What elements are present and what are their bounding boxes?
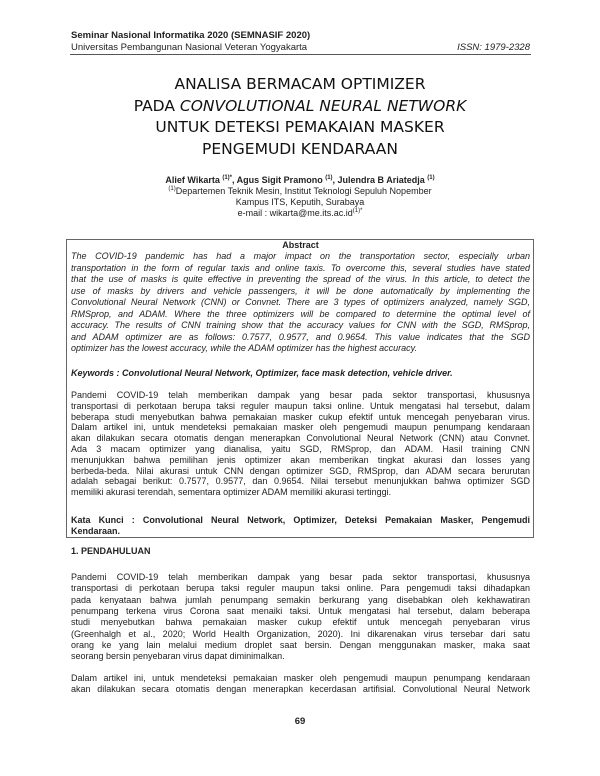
text-line: RMSprop, and ADAM. Where the three optimizers will be compared to determine the optimal level of <box>71 308 530 319</box>
section-heading: 1. PENDAHULUAN <box>71 546 151 556</box>
author-1-sup: (1)* <box>222 175 233 181</box>
text-line: akan dilakukan secara otomatis dengan menerapkan Convolutional Neural Network (CNN) atau Convnet. <box>71 433 530 444</box>
text-line: that the use of masks is quite effective in preventing the spread of the virus. In this article, to detect the <box>71 274 530 284</box>
text-line: adalah sebagai berikut: 0.7577, 0.9577, dan 0.9654. Nilai tersebut menunjukkan bahwa optimizer SGD <box>71 476 530 487</box>
text-line: Dalam artikel ini, untuk mendeteksi pemakaian masker oleh pengemudi maupun penumpang kendaraan <box>71 673 530 683</box>
author-3-sup: (1) <box>427 175 435 181</box>
kata-kunci-cont: Kendaraan. <box>71 526 121 536</box>
text-line: transportasi di perkotaan berupa taksi reguler maupun taksi online. Untuk mengatasi hal tersebut, dalam <box>71 400 530 411</box>
text-line: berbeda-beda. Nilai akurasi untuk CNN dengan optimizer SGD, RMSprop, dan ADAM secara berurutan <box>71 465 530 476</box>
text-line: orang ke yang lain melalui medium droplet saat bersin. Dengan menggunakan masker, maka saat <box>71 639 530 650</box>
paper-title <box>0 74 600 161</box>
text-line: (Greenhalgh et al., 2020; World Health Organization, 2020). Ini dikarenakan virus tersebar dari satu <box>71 628 530 639</box>
affiliation <box>0 186 600 197</box>
text-line: beberapa studi menyebutkan bahwa pemakaian masker cukup efektif untuk mencegah penyebaran virus. <box>71 411 530 422</box>
author-2-sup: (1) <box>325 175 333 181</box>
text-line: accuracy. The results of CNN training show that the accuracy values for CNN with the SGD, RMSprop, <box>71 320 530 330</box>
affiliation-text: Departemen Teknik Mesin, Institut Teknologi Sepuluh Nopember <box>175 186 432 196</box>
text-line: Dalam artikel ini, untuk mendeteksi pemakaian masker oleh pengemudi maupun penumpang kendaraan <box>71 422 530 433</box>
author-2: , Agus Sigit Pramono <box>232 175 326 185</box>
text-line: pada kenyataan bahwa jumlah penumpang semakin berkurang yang disebabkan oleh kekhawatiran <box>71 594 530 605</box>
author-1: Alief Wikarta <box>165 175 223 185</box>
title-italic: CONVOLUTIONAL NEURAL NETWORK <box>179 96 467 115</box>
text-line: and ADAM optimizer are as follows: 0.7577, 0.9577, and 0.9654. This value indicates that the SGD <box>71 331 530 342</box>
text-line: Ada 3 macam optimizer yang dianalisa, yaitu SGD, RMSprop, dan ADAM. Hasil training CNN <box>71 444 530 454</box>
kata-kunci: Kata Kunci : Convolutional Neural Network, Optimizer, Deteksi Pemakaian Masker, Pengemudi <box>71 515 530 525</box>
affiliation-sup: (1) <box>168 186 176 192</box>
text-line: seorang bersin penyebaran virus dapat diminimalkan. <box>71 651 285 662</box>
text-line: transportasi di perkotaan berupa taksi reguler maupun taksi online. Para pengemudi taksi dihadapkan <box>71 583 530 594</box>
issn: ISSN: 1979-2328 <box>457 42 530 53</box>
address: Kampus ITS, Keputih, Surabaya <box>235 197 365 207</box>
author-list <box>0 175 600 186</box>
authors-block <box>0 175 600 219</box>
email <box>0 208 600 219</box>
text-line: Pandemi COVID-19 telah memberikan dampak yang besar pada sektor transportasi, khususnya <box>71 390 530 400</box>
author-3: , Julendra B Ariatedja <box>332 175 428 185</box>
text-line: akan dilakukan secara otomatis dengan menerapkan kecerdasan artifisial. Convolutional Neural Network <box>71 684 530 695</box>
text-line: Pandemi COVID-19 telah memberikan dampak yang besar pada sektor transportasi, khususnya <box>71 572 530 582</box>
title-line-1: ANALISA BERMACAM OPTIMIZER <box>174 75 426 93</box>
text-line: studi menyebutkan bahwa pemakaian masker cukup efektif untuk mencegah penyebaran virus <box>71 617 530 628</box>
text-line: penumpang terkena virus Corona saat menaiki taksi. Untuk mengatasi hal tersebut, dalam beberapa <box>71 605 530 616</box>
title-line-2 <box>0 96 600 118</box>
text-line: menunjukkan bahwa pemilihan jenis optimizer akan memberikan tingkat akurasi dan losses yang <box>71 454 530 465</box>
title-line-3: UNTUK DETEKSI PEMAKAIAN MASKER <box>155 118 445 137</box>
text-line: transportation in the form of regular taxis and online taxis. To overcome this, several studies have stated <box>71 262 530 273</box>
title-line-4: PENGEMUDI KENDARAAN <box>202 140 398 159</box>
text-line: use of masks by drivers and vehicle passengers, it will be done automatically by implementing the <box>71 285 530 296</box>
header-rule <box>70 54 531 55</box>
conference-name: Seminar Nasional Informatika 2020 (SEMNASIF 2020) <box>71 30 311 41</box>
text-line: optimizer has the lowest accuracy, while the ADAM optimizer has the highest accuracy. <box>71 343 417 353</box>
text-line: Convolutional Neural Network (CNN) or Convnet. There are 3 types of optimizers analyzed, namely SGD, <box>71 297 530 307</box>
abstract-heading: Abstract <box>282 240 319 250</box>
email-sup: (1)* <box>352 208 363 214</box>
text-line: The COVID-19 pandemic has had a major impact on the transportation sector, especially urban <box>71 251 530 261</box>
keywords: Keywords : Convolutional Neural Network, Optimizer, face mask detection, vehicle driver. <box>71 368 453 378</box>
page-number: 69 <box>294 716 306 727</box>
email-text[interactable]: e-mail : wikarta@me.its.ac.id <box>237 208 353 218</box>
title-prefix: PADA <box>133 96 180 115</box>
university-name: Universitas Pembangunan Nasional Veteran Yogyakarta <box>71 42 308 53</box>
text-line: memiliki akurasi terendah, sementara optimizer ADAM memiliki akurasi tertinggi. <box>71 487 392 498</box>
